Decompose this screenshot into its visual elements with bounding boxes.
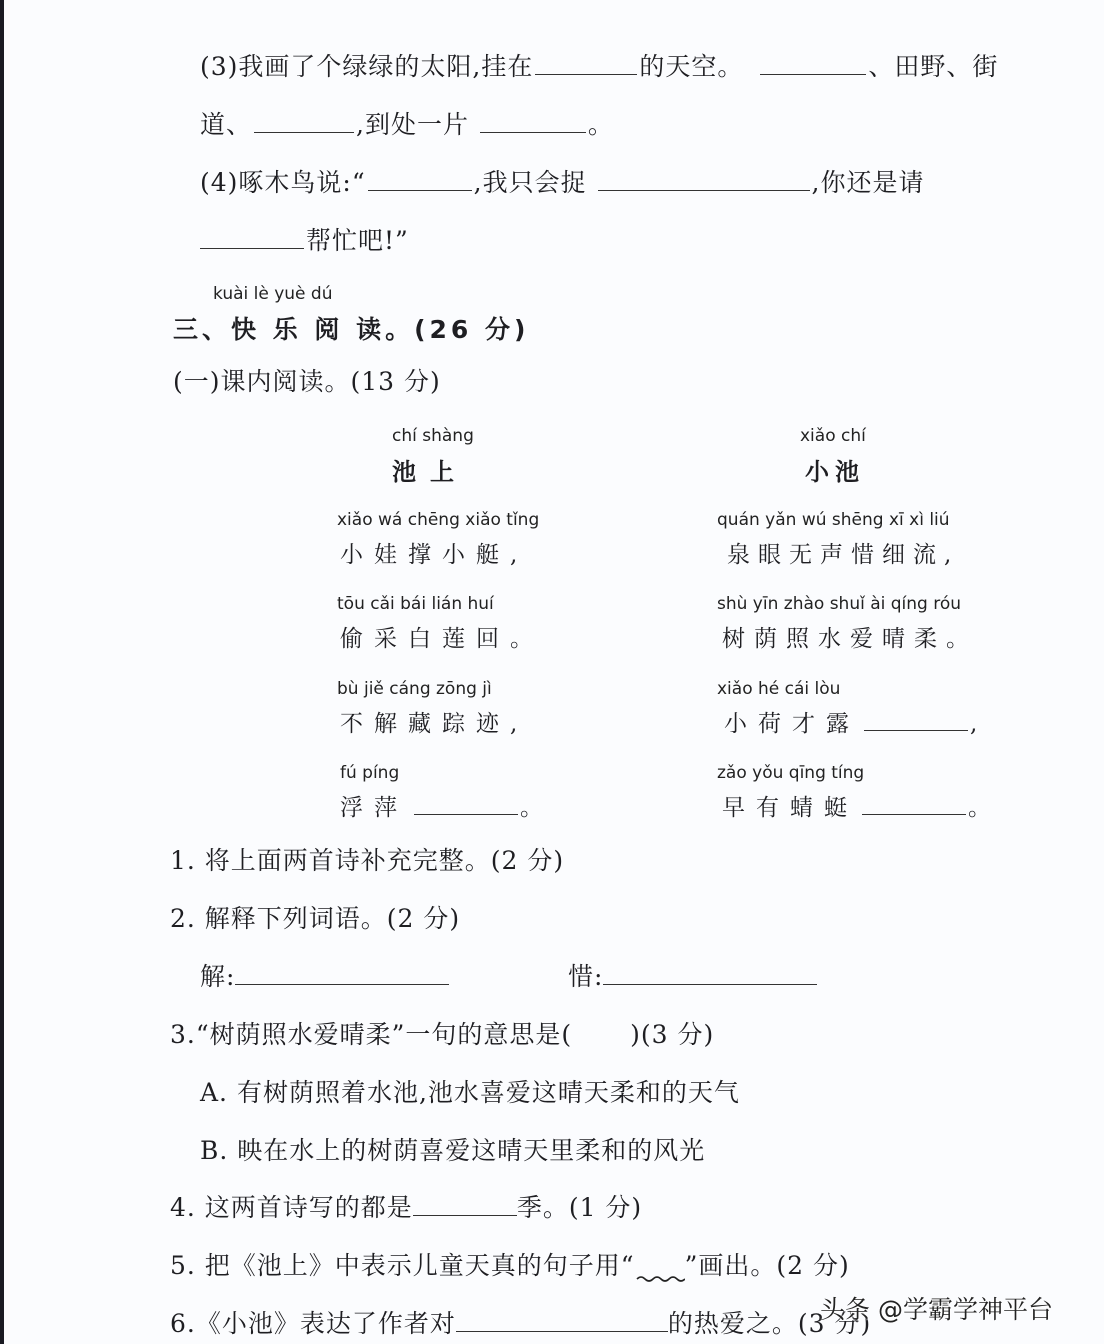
- question-4: [170, 1193, 642, 1223]
- punctuation: 。: [520, 795, 554, 821]
- q4-text-3: ,你还是请: [811, 168, 925, 197]
- poem-title-pinyin: xiǎo chí: [800, 426, 866, 446]
- question-2-term-xi: [568, 962, 819, 992]
- poem-line-pinyin: xiǎo hé cái lòu: [717, 679, 841, 699]
- fill-in-q4-line2: [200, 226, 409, 256]
- q3-text-4: 道、: [200, 110, 253, 139]
- q3-text-3: 、田野、街: [868, 52, 999, 81]
- poem-line-pinyin: bù jiě cáng zōng jì: [337, 679, 492, 699]
- answer-blank[interactable]: [862, 796, 966, 815]
- poem-title-pinyin: chí shàng: [392, 426, 474, 446]
- question-1: 1. 将上面两首诗补充完整。(2 分): [170, 846, 565, 875]
- poem-line-pinyin: shù yīn zhào shuǐ ài qíng róu: [717, 594, 962, 614]
- poem-line-pinyin: tōu cǎi bái lián huí: [337, 594, 494, 614]
- question-3-option-a: A. 有树荫照着水池,池水喜爱这晴天柔和的天气: [200, 1078, 740, 1107]
- question-5-score: ”画出。(2 分): [684, 1251, 850, 1280]
- question-2-term-jie: [200, 962, 451, 992]
- poem-line: [340, 789, 554, 822]
- subsection-title: (一)课内阅读。(13 分): [173, 367, 441, 396]
- answer-blank[interactable]: [456, 1309, 668, 1332]
- answer-blank[interactable]: [603, 962, 817, 985]
- poem-line-pinyin: xiǎo wá chēng xiǎo tǐng: [337, 510, 540, 530]
- answer-blank[interactable]: [598, 168, 810, 191]
- punctuation: 。: [968, 795, 1002, 821]
- question-6: [170, 1309, 871, 1339]
- question-3-score: )(3 分): [630, 1020, 715, 1049]
- poem-title: 池上: [392, 458, 468, 486]
- answer-blank[interactable]: [235, 962, 449, 985]
- q4-text-1: 啄木鸟说:“: [238, 168, 366, 197]
- poem-line: 树荫照水爱晴柔。: [722, 626, 978, 652]
- poem-line: 泉眼无声惜细流,: [727, 542, 960, 568]
- poem-line-pinyin: quán yǎn wú shēng xī xì liú: [717, 510, 950, 530]
- poem-line-pinyin: fú píng: [340, 763, 400, 783]
- wavy-underline-icon: [635, 1252, 685, 1274]
- poem-line-text: 小荷才露: [724, 711, 860, 737]
- fill-in-q3-line2: [200, 110, 614, 140]
- answer-blank[interactable]: [368, 168, 472, 191]
- fill-in-q3-line1: [200, 52, 998, 82]
- watermark: 头条 @学霸学神平台: [820, 1295, 1053, 1324]
- poem-line: 小娃撑小艇,: [340, 542, 529, 568]
- q4-label: (4): [200, 168, 239, 197]
- poem-line: [722, 789, 1002, 822]
- poem-line: [724, 705, 988, 738]
- question-4-text: 4. 这两首诗写的都是: [170, 1193, 413, 1222]
- poem-line-text: 早有蜻蜓: [722, 795, 858, 821]
- question-3-text: 3.“树荫照水爱晴柔”一句的意思是(: [170, 1020, 573, 1049]
- poem-line: 不解藏踪迹,: [340, 711, 529, 737]
- left-edge-border: [0, 0, 4, 1344]
- answer-blank[interactable]: [864, 712, 968, 731]
- answer-blank[interactable]: [413, 1193, 517, 1216]
- q4-text-2: ,我只会捉: [473, 168, 587, 197]
- term-label: 解:: [200, 962, 236, 991]
- question-6-score: 的热爱之。(3 分): [667, 1309, 872, 1338]
- question-4-score: 季。(1 分): [516, 1193, 643, 1222]
- q3-text-6: 。: [587, 110, 614, 139]
- section-pinyin: kuài lè yuè dú: [213, 284, 333, 304]
- question-3-option-b: B. 映在水上的树荫喜爱这晴天里柔和的风光: [200, 1136, 706, 1165]
- fill-in-q4-line1: [200, 168, 925, 198]
- q4-text-4: 帮忙吧!”: [306, 226, 409, 255]
- answer-blank[interactable]: [414, 796, 518, 815]
- question-5-text: 5. 把《池上》中表示儿童天真的句子用“: [170, 1251, 635, 1280]
- answer-blank[interactable]: [254, 110, 354, 133]
- q3-text-1: 我画了个绿绿的太阳,挂在: [238, 52, 534, 81]
- q3-label: (3): [200, 52, 239, 81]
- poem-line-pinyin: zǎo yǒu qīng tíng: [717, 763, 865, 783]
- q3-text-2: 的天空。: [639, 52, 744, 81]
- answer-blank[interactable]: [535, 52, 637, 75]
- answer-blank[interactable]: [200, 226, 304, 249]
- question-3: [170, 1020, 714, 1050]
- question-2: 2. 解释下列词语。(2 分): [170, 904, 461, 933]
- punctuation: ,: [970, 711, 989, 737]
- answer-blank[interactable]: [480, 110, 586, 133]
- poem-line: 偷采白莲回。: [340, 626, 544, 652]
- poem-line-text: 浮萍: [340, 795, 408, 821]
- term-label: 惜:: [568, 962, 604, 991]
- answer-blank[interactable]: [760, 52, 866, 75]
- q3-text-5: ,到处一片: [356, 110, 469, 139]
- poem-title: 小池: [805, 458, 865, 486]
- question-6-text: 6.《小池》表达了作者对: [170, 1309, 456, 1338]
- question-5: [170, 1251, 850, 1281]
- section-title: 三、快 乐 阅 读。(26 分): [173, 315, 530, 344]
